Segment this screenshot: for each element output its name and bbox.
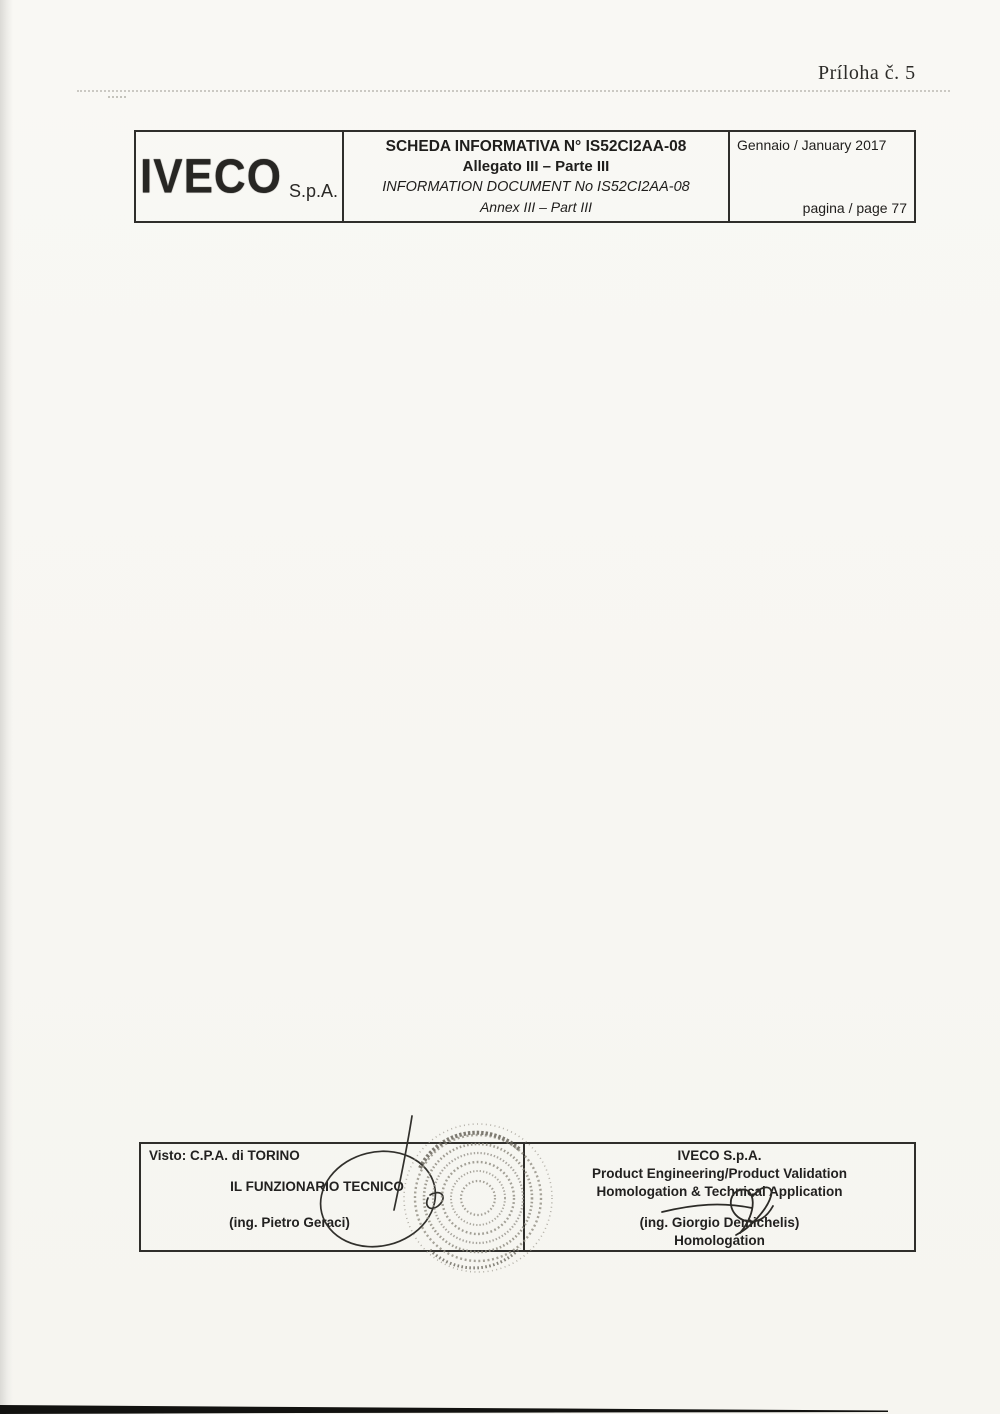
title-cell (344, 132, 730, 221)
scan-smudge-line (77, 90, 950, 92)
visto-label: Visto: C.P.A. di TORINO (149, 1148, 300, 1163)
date-cell (730, 132, 914, 221)
official-role: IL FUNZIONARIO TECNICO (230, 1179, 404, 1194)
document-title-en: INFORMATION DOCUMENT No IS52CI2AA-08 (382, 179, 690, 195)
document-header (134, 130, 916, 223)
issue-date: Gennaio / January 2017 (737, 137, 887, 153)
department-line3: Homologation (674, 1233, 765, 1248)
scan-artifact-bar (0, 1405, 888, 1414)
iveco-logo: IVECO (140, 149, 282, 203)
engineer-name: (ing. Giorgio Demichelis) (639, 1215, 800, 1230)
official-name: (ing. Pietro Geraci) (229, 1215, 350, 1230)
scan-edge-shading (0, 0, 13, 1414)
document-title-it: SCHEDA INFORMATIVA N° IS52CI2AA-08 (385, 138, 687, 155)
signature-right-cell (525, 1144, 914, 1250)
company-name: IVECO S.p.A. (677, 1148, 762, 1163)
logo-cell (136, 132, 344, 221)
company-suffix: S.p.A. (288, 181, 338, 201)
scan-smudge-mark (108, 96, 126, 98)
department-line2: Homologation & Technical Application (596, 1184, 843, 1199)
document-subtitle-it: Allegato III – Parte III (462, 158, 610, 175)
signature-left-cell (141, 1144, 525, 1250)
attachment-label: Príloha č. 5 (818, 62, 916, 84)
document-subtitle-en: Annex III – Part III (479, 199, 593, 215)
department-line1: Product Engineering/Product Validation (591, 1166, 848, 1181)
page-number: pagina / page 77 (802, 200, 907, 216)
signature-block (139, 1142, 916, 1252)
